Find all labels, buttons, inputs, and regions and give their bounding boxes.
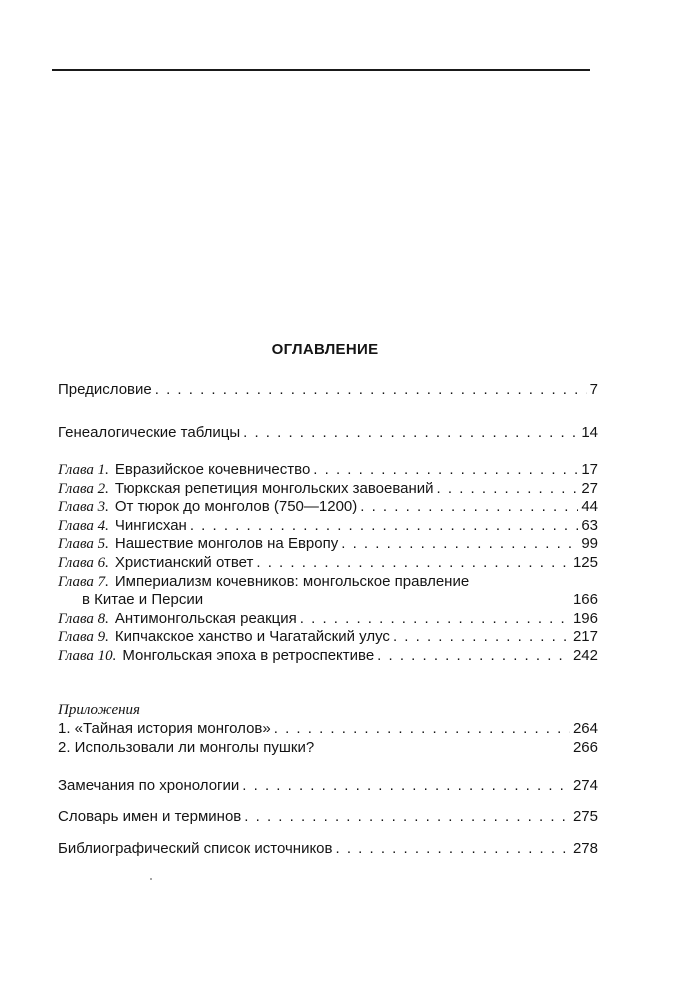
page-number: 44 [581, 498, 598, 516]
dot-leader [242, 777, 570, 794]
page-number: 27 [581, 479, 598, 497]
dot-leader [437, 480, 579, 497]
chapter-entry [58, 498, 357, 516]
toc-row-chapter-2[interactable] [58, 480, 598, 499]
dot-leader [360, 498, 578, 515]
dot-leader [341, 535, 578, 552]
dot-leader [300, 610, 570, 627]
chapter-entry [58, 610, 297, 628]
dot-leader [244, 808, 570, 825]
chapter-label: Глава 9. [58, 629, 109, 646]
toc-row-chapter-10[interactable] [58, 647, 598, 666]
toc-chapters [58, 461, 598, 666]
chapter-label: Глава 10. [58, 647, 117, 664]
chapter-label: Глава 1. [58, 462, 109, 478]
page-number: 278 [572, 840, 598, 857]
toc-row-chapter-9[interactable] [58, 628, 598, 647]
chapter-entry [58, 517, 187, 535]
dot-leader [313, 461, 578, 478]
toc-row-chapter-8[interactable] [58, 610, 598, 629]
toc-row-chapter-7[interactable] [58, 573, 598, 592]
toc-row-chapter-4[interactable] [58, 517, 598, 536]
chapter-title: Антимонгольская реакция [114, 609, 297, 627]
toc-row-chapter-1[interactable] [58, 461, 598, 480]
page-number: 166 [572, 591, 598, 609]
chapter-label: Глава 8. [58, 610, 109, 627]
dot-leader [256, 554, 570, 571]
chapter-title-continuation: в Китае и Персии [82, 591, 204, 609]
chapter-title: Монгольская эпоха в ретроспективе [122, 646, 375, 664]
page-number: 17 [581, 461, 598, 478]
page-number: 217 [572, 628, 598, 646]
toc-row-genealogy[interactable] [58, 424, 598, 443]
toc-label: 2. Использовали ли монголы пушки? [58, 738, 315, 756]
page-number: 125 [572, 553, 598, 571]
toc-row-appendix-1[interactable] [58, 720, 598, 739]
dot-leader [377, 647, 570, 664]
dot-leader [336, 840, 570, 857]
toc-row-bibliography[interactable] [58, 840, 598, 859]
toc-label: Словарь имен и терминов [58, 808, 242, 825]
chapter-title: Христианский ответ [114, 553, 254, 571]
chapter-title: Тюркская репетиция монгольских завоеваний [114, 479, 434, 497]
page-number: 266 [572, 738, 598, 756]
dot-leader [393, 628, 570, 645]
chapter-entry [58, 647, 374, 665]
page-number: 63 [581, 516, 598, 534]
toc-label: Библиографический список источников [58, 840, 333, 857]
dot-leader [155, 381, 587, 398]
toc-row-chapter-5[interactable] [58, 535, 598, 554]
dot-leader [190, 517, 578, 534]
toc-label: 1. «Тайная история монголов» [58, 720, 271, 737]
toc-row-appendix-2[interactable] [58, 739, 598, 758]
chapter-entry [58, 480, 434, 498]
appendices-header: Приложения [58, 702, 141, 718]
top-rule [52, 69, 590, 71]
chapter-entry [58, 535, 338, 553]
toc-back-matter-3 [58, 840, 598, 859]
toc-genealogy [58, 424, 598, 443]
chapter-title: Империализм кочевников: монгольское правление [114, 572, 470, 590]
chapter-label: Глава 6. [58, 554, 109, 571]
toc-back-matter [58, 777, 598, 796]
toc-row-chapter-3[interactable] [58, 498, 598, 517]
page-number: 242 [572, 646, 598, 664]
toc-preface [58, 381, 598, 400]
chapter-entry [58, 573, 469, 591]
chapter-title: Кипчакское ханство и Чагатайский улус [114, 628, 390, 646]
chapter-entry [58, 628, 390, 646]
chapter-title: Нашествие монголов на Европу [114, 535, 339, 553]
toc-appendices [58, 702, 598, 757]
page-number: 14 [581, 424, 598, 441]
chapter-title: Евразийское кочевничество [114, 461, 311, 478]
page-number: 275 [572, 808, 598, 825]
toc-row-chapter-7-cont[interactable] [58, 591, 598, 610]
toc-label: Генеалогические таблицы [58, 424, 241, 441]
toc-back-matter-2 [58, 808, 598, 827]
page-number: 7 [589, 381, 598, 398]
chapter-entry [58, 461, 310, 479]
chapter-title: Чингисхан [114, 516, 187, 534]
chapter-label: Глава 2. [58, 480, 109, 497]
page-number: 274 [572, 777, 598, 794]
chapter-entry [58, 554, 253, 572]
dot-leader [243, 424, 578, 441]
chapter-label: Глава 4. [58, 517, 109, 534]
dot-leader [274, 720, 570, 737]
page-number: 264 [572, 720, 598, 737]
chapter-label: Глава 7. [58, 573, 109, 590]
toc-row-glossary[interactable] [58, 808, 598, 827]
toc-row-preface[interactable] [58, 381, 598, 400]
chapter-label: Глава 3. [58, 499, 109, 516]
chapter-title: От тюрок до монголов (750—1200) [114, 498, 358, 516]
page-number: 99 [581, 535, 598, 553]
chapter-label: Глава 5. [58, 536, 109, 553]
toc-label: Замечания по хронологии [58, 777, 240, 794]
toc-row-chapter-6[interactable] [58, 554, 598, 573]
page-title: ОГЛАВЛЕНИЕ [271, 341, 379, 358]
paper-speck [150, 878, 152, 880]
page-number: 196 [572, 609, 598, 627]
toc-label: Предисловие [58, 381, 152, 398]
toc-row-chronology[interactable] [58, 777, 598, 796]
